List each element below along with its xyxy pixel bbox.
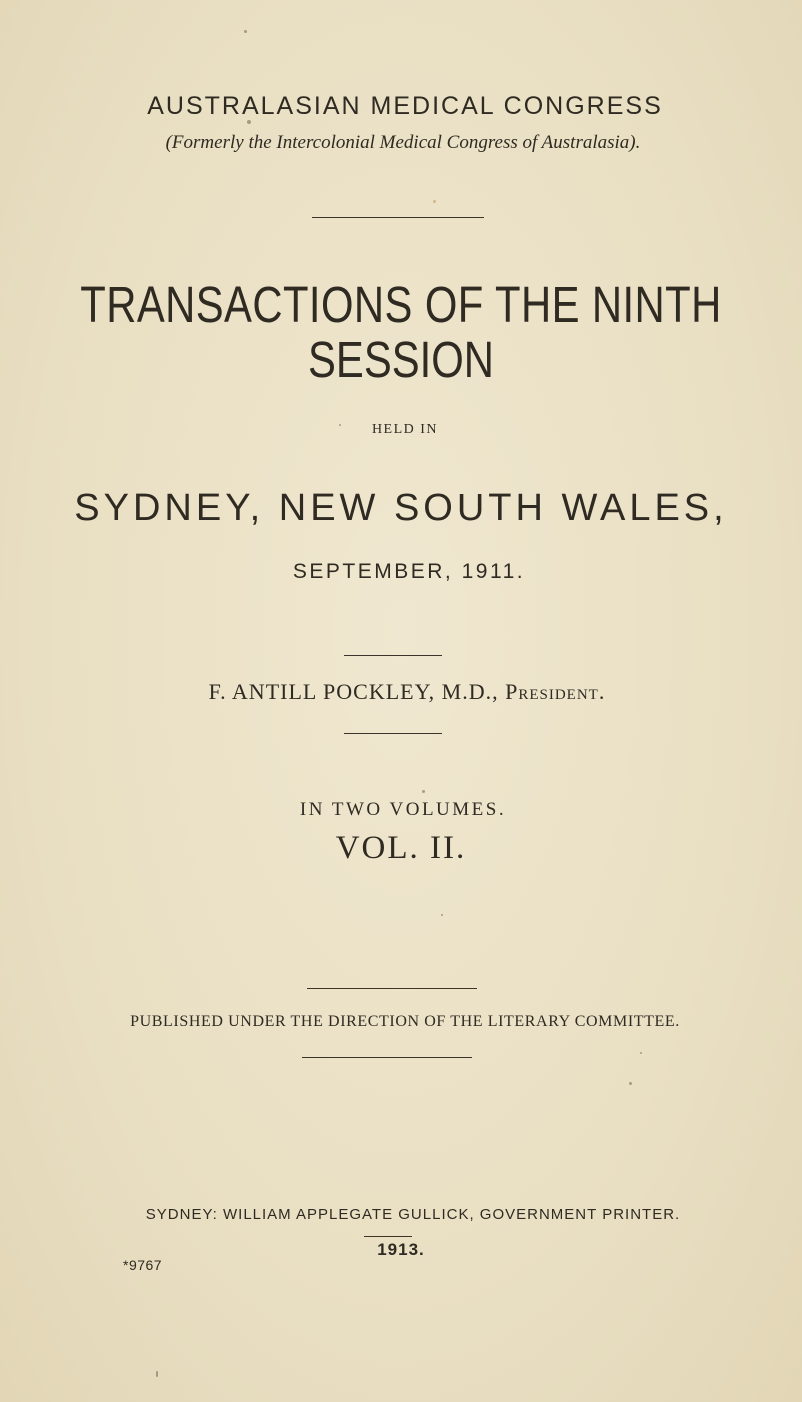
paper-speck [629,1082,632,1085]
volume-number: VOL. II. [335,830,467,866]
location-heading: SYDNEY, NEW SOUTH WALES, [74,487,728,529]
paper-speck [247,120,251,124]
president-line [0,679,802,705]
divider-rule [312,217,484,218]
publisher-note: PUBLISHED UNDER THE DIRECTION OF THE LITERARY COMMITTEE. [130,1013,680,1030]
printer-imprint: SYDNEY: WILLIAM APPLEGATE GULLICK, GOVERNMENT PRINTER. [145,1206,681,1223]
paper-speck [640,1052,642,1054]
divider-rule [344,655,442,656]
paper-speck [422,790,425,793]
main-title-line1: TRANSACTIONS OF THE NINTH [80,276,722,333]
formerly-subtitle: (Formerly the Intercolonial Medical Congress of Australasia). [165,132,641,153]
divider-rule [302,1057,472,1058]
paper-speck [433,200,436,203]
paper-speck [244,30,247,33]
main-title-line2: SESSION [308,331,494,388]
held-in-label: HELD IN [371,422,439,437]
president-role: President. [505,679,606,704]
year-rule [364,1236,412,1237]
president-name: F. ANTILL POCKLEY, M.D., [208,679,499,704]
catalog-code: *9767 [123,1257,163,1273]
publication-year: 1913. [377,1240,425,1259]
paper-speck [156,1371,158,1377]
divider-rule [307,988,477,989]
paper-speck [441,914,443,916]
volumes-note: IN TWO VOLUMES. [299,799,507,820]
congress-heading: AUSTRALASIAN MEDICAL CONGRESS [147,92,663,120]
session-date: SEPTEMBER, 1911. [292,560,526,583]
divider-rule [344,733,442,734]
paper-speck [339,424,341,426]
